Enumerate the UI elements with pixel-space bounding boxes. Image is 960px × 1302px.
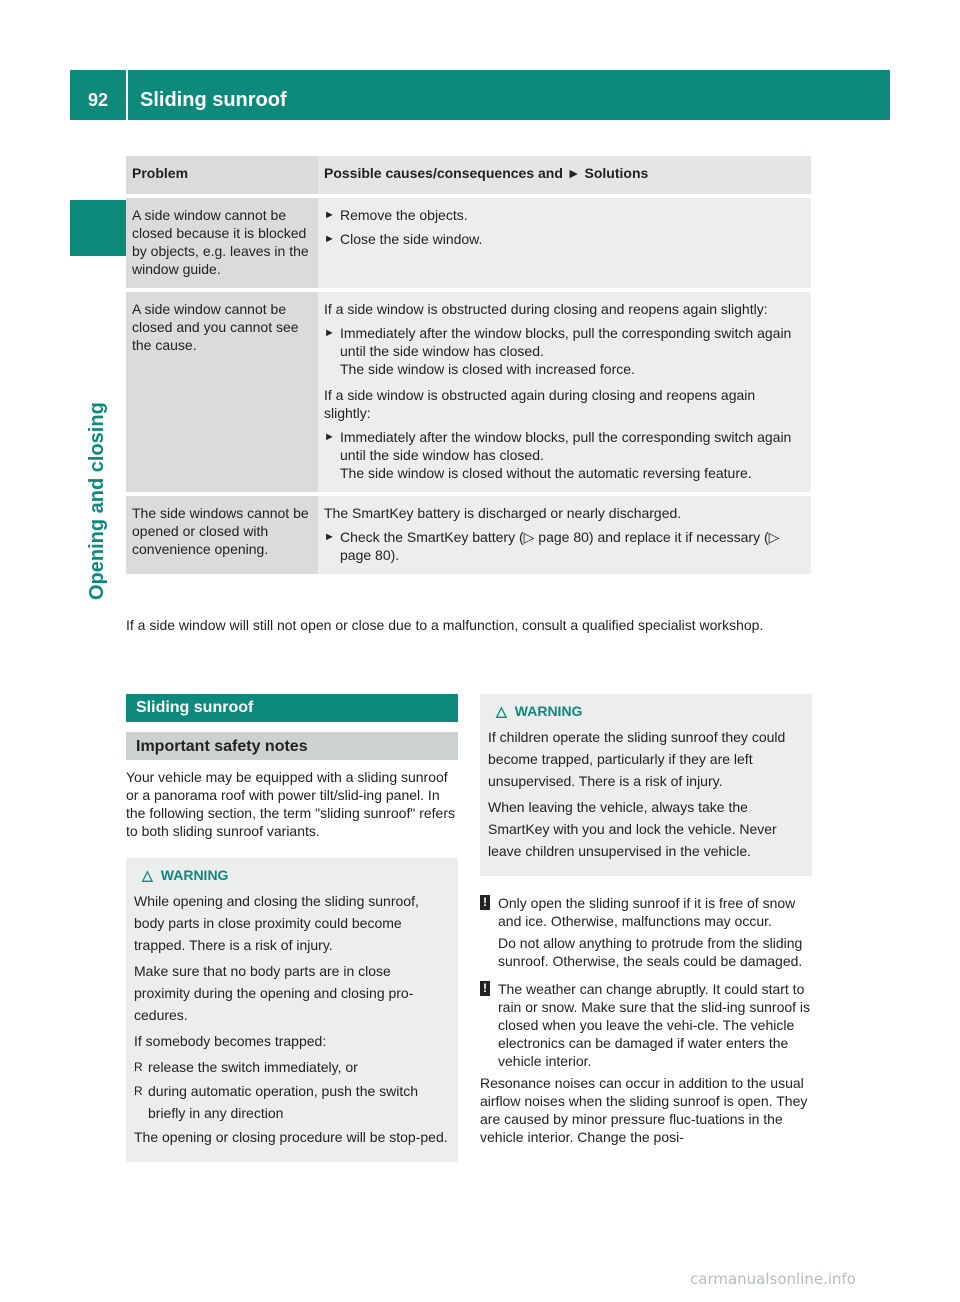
- step: ► Check the SmartKey battery (▷ page 80) and replace it if necessary (▷ page 80).: [324, 529, 780, 563]
- cause-text: If a side window is obstructed again during closing and reopens again slightly:: [324, 387, 756, 421]
- warning-text: The opening or closing procedure will be stop-ped.: [134, 1129, 448, 1145]
- exclamation-icon: !: [480, 895, 490, 910]
- warning-heading: △ WARNING: [496, 703, 583, 719]
- warning-text: If somebody becomes trapped:: [134, 1033, 327, 1049]
- arrow-icon: ►: [324, 431, 335, 443]
- subsection-title: Important safety notes: [126, 732, 458, 760]
- chapter-tab: [70, 200, 126, 256]
- notice-text: Only open the sliding sunroof if it is free of snow and ice. Otherwise, malfunctions may occur.: [498, 895, 796, 929]
- bullet-icon: R: [134, 1084, 143, 1098]
- malfunction-note: If a side window will still not open or close due to a malfunction, consult a qualified specialist workshop.: [126, 617, 764, 633]
- step: ► Remove the objects.: [324, 207, 468, 223]
- problem-cell: The side windows cannot be opened or closed with convenience opening.: [126, 492, 318, 574]
- right-column: [480, 694, 812, 1146]
- col-header-solutions: Possible causes/consequences and ► Solutions: [318, 156, 811, 194]
- arrow-icon: ►: [324, 233, 335, 245]
- warning-text: If children operate the sliding sunroof they could become trapped, particularly if they are left unsupervised. There is a risk of injury.: [488, 729, 786, 789]
- page-title: Sliding sunroof: [140, 89, 287, 111]
- chapter-label: Opening and closing: [86, 402, 108, 600]
- bullet-icon: R: [134, 1060, 143, 1074]
- arrow-icon: ►: [324, 531, 335, 543]
- problem-cell: A side window cannot be closed because it is blocked by objects, e.g. leaves in the window guide.: [126, 194, 318, 288]
- list-item: R release the switch immediately, or: [134, 1056, 450, 1078]
- exclamation-icon: !: [480, 981, 490, 996]
- step: ► Immediately after the window blocks, pull the corresponding switch again until the side window has closed. The side window is closed with increased force.: [324, 325, 792, 377]
- arrow-icon: ►: [324, 209, 335, 221]
- notice: [480, 894, 812, 970]
- warning-box: [480, 694, 812, 876]
- table-row: [126, 492, 811, 574]
- header-divider: [126, 70, 128, 120]
- step: ► Immediately after the window blocks, pull the corresponding switch again until the side window has closed. The side window is closed without the automatic reversing feature.: [324, 429, 792, 481]
- cause-text: If a side window is obstructed during closing and reopens again slightly:: [324, 301, 768, 317]
- notice: [480, 980, 812, 1070]
- solution-cell: [318, 492, 811, 574]
- cause-text: The SmartKey battery is discharged or nearly discharged.: [324, 505, 682, 521]
- col-header-problem: Problem: [126, 156, 318, 194]
- section-title: Sliding sunroof: [126, 694, 458, 722]
- table-header-row: [126, 156, 811, 194]
- warning-text: While opening and closing the sliding sunroof, body parts in close proximity could become trapped. There is a risk of injury.: [134, 893, 419, 953]
- page-number: 92: [87, 90, 109, 110]
- warning-box: [126, 858, 458, 1162]
- step: ► Close the side window.: [324, 231, 483, 247]
- warning-text: When leaving the vehicle, always take the SmartKey with you and lock the vehicle. Never leave children unsupervised in the vehicle.: [488, 799, 777, 859]
- warning-heading: △ WARNING: [142, 867, 229, 883]
- notice-text: The weather can change abruptly. It could start to rain or snow. Make sure that the slid-ing sunroof is closed when you leave the vehi-cle. The vehicle electronics can be damaged if water enters the vehicle interior.: [498, 981, 811, 1069]
- left-column: [126, 694, 458, 1162]
- solution-cell: [318, 288, 811, 492]
- arrow-icon: ►: [324, 327, 335, 339]
- watermark: carmanualsonline.info: [690, 1270, 856, 1288]
- warning-text: Make sure that no body parts are in close proximity during the opening and closing pro-cedures.: [134, 963, 414, 1023]
- list-item: R during automatic operation, push the switch briefly in any direction: [134, 1080, 450, 1124]
- table-row: [126, 194, 811, 288]
- intro-text: Your vehicle may be equipped with a sliding sunroof or a panorama roof with power tilt/slid-ing panel. In the following section, the term "sliding sunroof" refers to both sliding sunroof variants.: [126, 769, 455, 839]
- resonance-text: Resonance noises can occur in addition to the usual airflow noises when the sliding sunroof is open. They are caused by minor pressure fluc-tuations in the vehicle interior. Change the posi-: [480, 1075, 808, 1145]
- warning-triangle-icon: △: [496, 703, 507, 719]
- problem-cell: A side window cannot be closed and you cannot see the cause.: [126, 288, 318, 492]
- solution-cell: [318, 194, 811, 288]
- troubleshooting-table: [126, 156, 811, 574]
- table-row: [126, 288, 811, 492]
- notice-text: Do not allow anything to protrude from the sliding sunroof. Otherwise, the seals could be damaged.: [498, 935, 803, 969]
- warning-triangle-icon: △: [142, 867, 153, 883]
